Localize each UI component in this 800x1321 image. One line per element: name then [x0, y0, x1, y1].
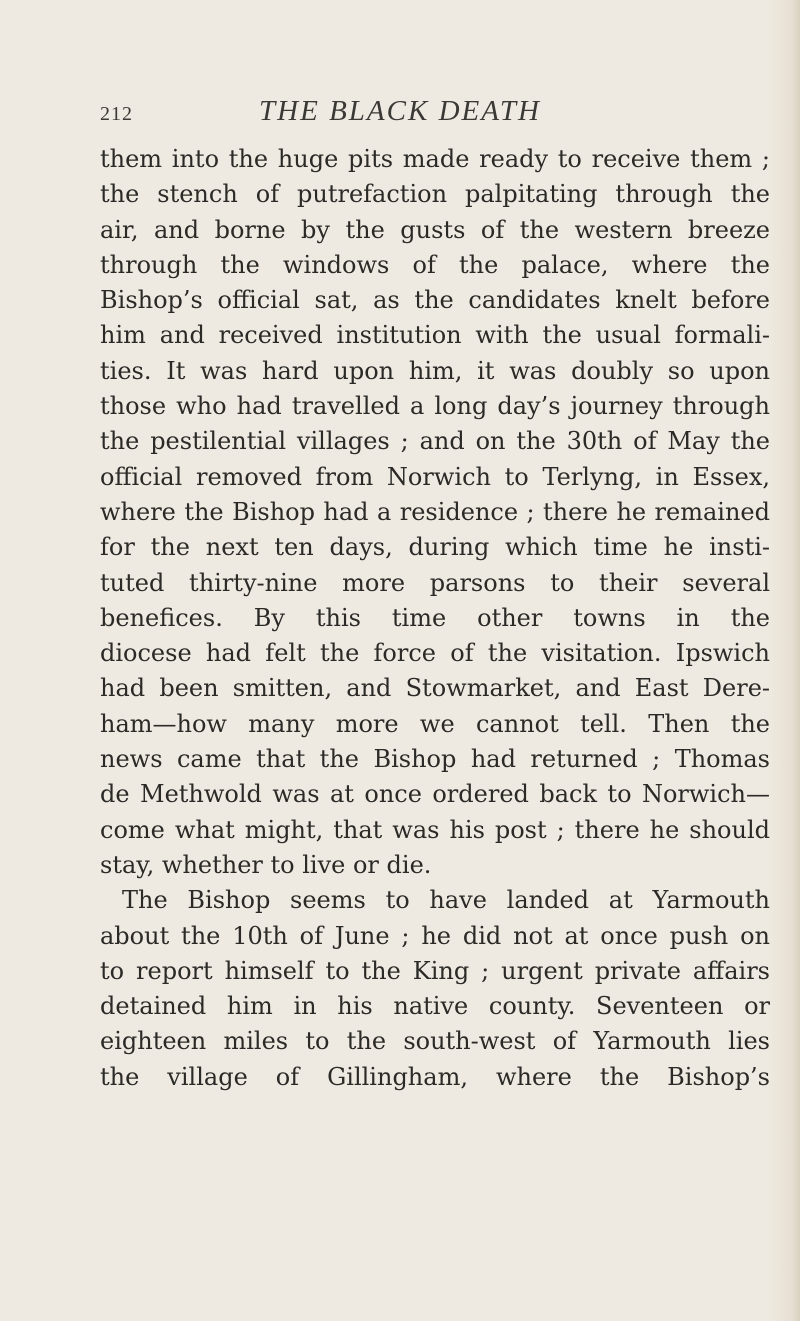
- text-line: the village of Gillingham, where the Bishop’s: [100, 1062, 770, 1091]
- text-line: diocese had felt the force of the visitation. Ipswich: [100, 639, 770, 668]
- text-line: eighteen miles to the south-west of Yarmouth lies: [100, 1027, 770, 1056]
- text-line: ties. It was hard upon him, it was doubly so upon: [100, 356, 770, 385]
- text-line: to report himself to the King ; urgent private affairs: [100, 956, 770, 985]
- text-line: the stench of putrefaction palpitating through the: [100, 180, 770, 209]
- text-line: official removed from Norwich to Terlyng, in Essex,: [100, 462, 770, 491]
- text-line: tuted thirty-nine more parsons to their several: [100, 568, 770, 597]
- text-line: through the windows of the palace, where the: [100, 250, 770, 279]
- text-line: those who had travelled a long day’s journey through: [100, 392, 770, 421]
- text-line: them into the huge pits made ready to receive them ;: [100, 145, 770, 173]
- text-line: ham—how many more we cannot tell. Then the: [100, 709, 770, 738]
- text-line: de Methwold was at once ordered back to Norwich—: [100, 780, 770, 809]
- paragraph-start-line: The Bishop seems to have landed at Yarmouth: [122, 886, 770, 915]
- page-header: [0, 95, 800, 135]
- text-line: Bishop’s official sat, as the candidates knelt before: [100, 286, 770, 315]
- running-head: THE BLACK DEATH: [259, 95, 541, 127]
- text-line: about the 10th of June ; he did not at once push on: [100, 921, 770, 950]
- text-line: the pestilential villages ; and on the 30th of May the: [100, 427, 770, 456]
- text-line: where the Bishop had a residence ; there he remained: [100, 497, 770, 526]
- text-line: news came that the Bishop had returned ; Thomas: [100, 745, 770, 774]
- text-line: benefices. By this time other towns in the: [100, 603, 770, 632]
- page-number: 212: [100, 103, 133, 125]
- text-line: for the next ten days, during which time he insti-: [100, 533, 770, 562]
- text-line: come what might, that was his post ; there he should: [100, 815, 770, 844]
- body-text: [100, 142, 770, 1095]
- text-line: him and received institution with the usual formali-: [100, 321, 770, 350]
- text-line: detained him in his native county. Seventeen or: [100, 992, 770, 1021]
- paragraph-end-line: stay, whether to live or die.: [100, 850, 432, 879]
- text-line: air, and borne by the gusts of the western breeze: [100, 215, 770, 244]
- text-line: had been smitten, and Stowmarket, and East Dere-: [100, 674, 770, 703]
